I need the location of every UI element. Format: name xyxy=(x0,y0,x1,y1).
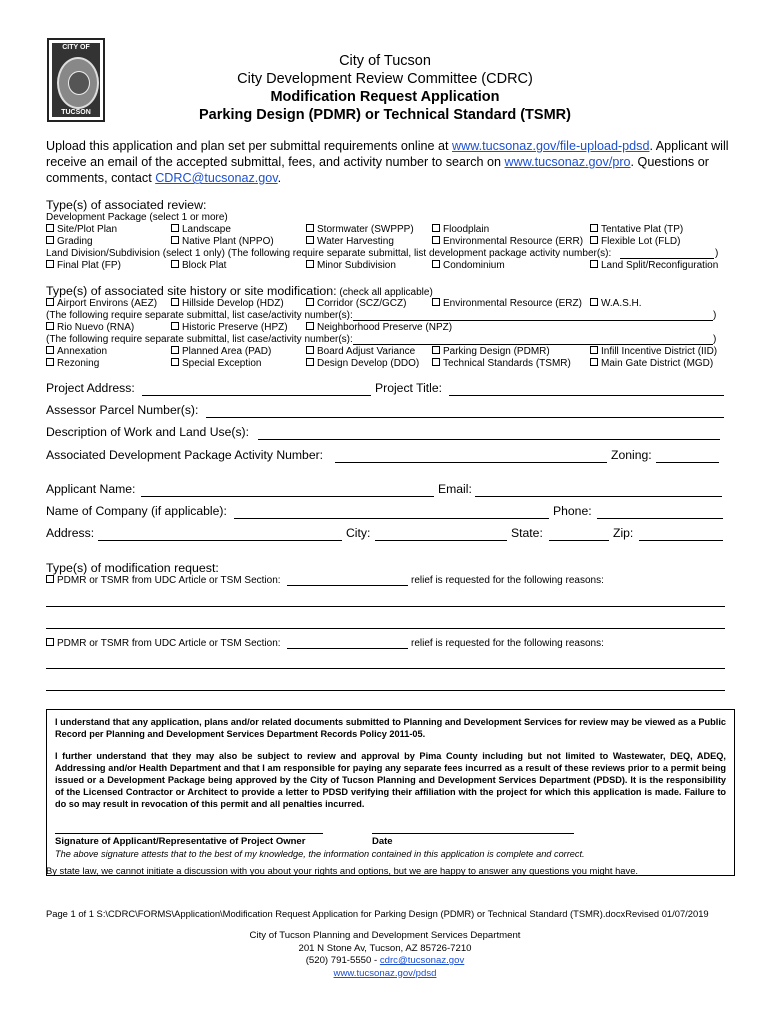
footer-address: 201 N Stone Av, Tucson, AZ 85726-7210 xyxy=(298,942,472,954)
review-heading: Type(s) of associated review: xyxy=(46,198,207,212)
udc-section-input-2[interactable] xyxy=(287,648,408,649)
project-title-label: Project Title: xyxy=(375,381,443,395)
city-input[interactable] xyxy=(375,540,507,541)
checkbox-icon[interactable] xyxy=(590,236,598,244)
logo-text-top: CITY OF xyxy=(62,44,90,51)
checkbox-rezoning[interactable]: Rezoning xyxy=(46,358,99,369)
zoning-label: Zoning: xyxy=(611,448,652,462)
reason-line-1b[interactable] xyxy=(46,628,725,629)
footer-phone-line xyxy=(0,955,770,968)
checkbox-parking-design[interactable]: Parking Design (PDMR) xyxy=(432,346,550,357)
intro-text-4: . xyxy=(277,171,282,185)
acknowledgement-pima-county: I further understand that they may also be subject to review and approval by Pima County including but not limited to Wastewater, DEQ, ADEQ, Addressing and/or Health Department and that I am responsible for paying any separate fees incurred as a result of these reviews prior to a permit being issued or a Development Package being approved by the City of Tucson Planning and Development Services Department (PDSD). It is the responsibility of the Licensed Contractor or Architect to provide a letter to PDSD verifying their affiliation with the project for which this application is made. Failure to do so may result in revocation of this permit and all penalties incurred. xyxy=(55,751,726,809)
checkbox-icon[interactable] xyxy=(46,260,54,268)
city-seal-icon xyxy=(57,57,99,109)
checkbox-modification-1[interactable]: PDMR or TSMR from UDC Article or TSM Section: xyxy=(46,575,281,586)
address-input[interactable] xyxy=(98,540,342,541)
form-header xyxy=(140,52,630,124)
address-label: Address: xyxy=(46,526,95,540)
checkbox-icon[interactable] xyxy=(306,298,314,306)
checkbox-icon[interactable] xyxy=(306,322,314,330)
checkbox-design-develop[interactable]: Design Develop (DDO) xyxy=(306,358,419,369)
date-label: Date xyxy=(372,836,393,847)
case-number-field-2[interactable] xyxy=(353,344,713,345)
footer-email-link[interactable]: cdrc@tucsonaz.gov xyxy=(379,955,465,966)
pro-link[interactable]: www.tucsonaz.gov/pro xyxy=(504,155,631,169)
separate-submittal-note-1: (The following require separate submittal, list case/activity number(s): xyxy=(46,310,353,321)
checkbox-annexation[interactable]: Annexation xyxy=(46,346,107,357)
checkbox-icon[interactable] xyxy=(590,298,598,306)
udc-section-input-1[interactable] xyxy=(287,585,408,586)
checkbox-icon[interactable] xyxy=(432,260,440,268)
checkbox-infill[interactable]: Infill Incentive District (IID) xyxy=(590,346,717,357)
checkbox-icon[interactable] xyxy=(46,298,54,306)
project-title-input[interactable] xyxy=(449,395,724,396)
checkbox-icon[interactable] xyxy=(590,358,598,366)
city-of-tucson-logo xyxy=(47,38,105,122)
checkbox-native-plant[interactable]: Native Plant (NPPO) xyxy=(171,236,274,247)
checkbox-water-harvesting[interactable]: Water Harvesting xyxy=(306,236,394,247)
state-input[interactable] xyxy=(549,540,609,541)
checkbox-icon[interactable] xyxy=(171,358,179,366)
signature-attestation: The above signature attests that to the best of my knowledge, the information contained in this application is complete and correct. xyxy=(55,849,585,859)
checkbox-icon[interactable] xyxy=(46,346,54,354)
checkbox-stormwater[interactable]: Stormwater (SWPPP) xyxy=(306,224,414,235)
checkbox-hillside[interactable]: Hillside Develop (HDZ) xyxy=(171,298,284,309)
page-info: Page 1 of 1 S:\CDRC\FORMS\Application\Modification Request Application for Parking Design (PDMR) or Technical Standard (TSMR).docxRevised 01/07/2019 xyxy=(46,908,709,919)
history-heading: Type(s) of associated site history or site modification: (check all applicable) xyxy=(46,284,433,298)
checkbox-final-plat[interactable]: Final Plat (FP) xyxy=(46,260,121,271)
checkbox-condominium[interactable]: Condominium xyxy=(432,260,505,271)
land-division-label: Land Division/Subdivision (select 1 only) (The following require separate submittal, list development package activity number(s): xyxy=(46,248,612,259)
checkbox-icon[interactable] xyxy=(171,236,179,244)
checkbox-icon[interactable] xyxy=(171,322,179,330)
assessor-parcel-label: Assessor Parcel Number(s): xyxy=(46,403,199,417)
checkbox-icon[interactable] xyxy=(306,358,314,366)
checkbox-icon[interactable] xyxy=(432,298,440,306)
checkbox-icon[interactable] xyxy=(46,358,54,366)
checkbox-planned-area[interactable]: Planned Area (PAD) xyxy=(171,346,271,357)
acknowledgement-public-record: I understand that any application, plans and/or related documents submitted to Planning and Development Services for review may be viewed as a Public Record per Planning and Development Services Department Records Policy 2011-05. xyxy=(55,717,726,739)
checkbox-icon[interactable] xyxy=(46,638,54,646)
header-city: City of Tucson xyxy=(339,53,431,69)
footer-contact xyxy=(0,930,770,980)
checkbox-icon[interactable] xyxy=(306,346,314,354)
checkbox-modification-2[interactable]: PDMR or TSMR from UDC Article or TSM Section: xyxy=(46,638,281,649)
acknowledgement-box xyxy=(46,709,735,876)
checkbox-historic[interactable]: Historic Preserve (HPZ) xyxy=(171,322,288,333)
state-label: State: xyxy=(511,526,543,540)
checkbox-corridor[interactable]: Corridor (SCZ/GCZ) xyxy=(306,298,406,309)
checkbox-floodplain[interactable]: Floodplain xyxy=(432,224,489,235)
checkbox-site-plan[interactable]: Site/Plot Plan xyxy=(46,224,117,235)
header-committee: City Development Review Committee (CDRC) xyxy=(237,71,533,87)
intro-text-3: . Questions or comments, contact xyxy=(46,155,709,185)
intro-text-2: . Applicant will receive an email of the accepted submittal, fees, and activity number to search on xyxy=(46,139,729,169)
checkbox-flexible-lot[interactable]: Flexible Lot (FLD) xyxy=(590,236,680,247)
reason-line-2a[interactable] xyxy=(46,668,725,669)
date-input[interactable] xyxy=(372,833,574,834)
checkbox-grading[interactable]: Grading xyxy=(46,236,93,247)
checkbox-land-split[interactable]: Land Split/Reconfiguration xyxy=(590,260,718,271)
checkbox-icon[interactable] xyxy=(590,224,598,232)
checkbox-icon[interactable] xyxy=(46,236,54,244)
checkbox-landscape[interactable]: Landscape xyxy=(171,224,231,235)
checkbox-icon[interactable] xyxy=(306,236,314,244)
checkbox-minor-subdivision[interactable]: Minor Subdivision xyxy=(306,260,396,271)
state-law-notice: By state law, we cannot initiate a discussion with you about your rights and options, but we are happy to answer any questions you might have. xyxy=(46,865,639,876)
checkbox-env-resource-zone[interactable]: Environmental Resource (ERZ) xyxy=(432,298,582,309)
reason-line-2b[interactable] xyxy=(46,690,725,691)
project-address-input[interactable] xyxy=(142,395,371,396)
description-label: Description of Work and Land Use(s): xyxy=(46,425,249,439)
checkbox-technical-standards[interactable]: Technical Standards (TSMR) xyxy=(432,358,571,369)
checkbox-env-resource[interactable]: Environmental Resource (ERR) xyxy=(432,236,583,247)
checkbox-board-adjust[interactable]: Board Adjust Variance xyxy=(306,346,415,357)
company-label: Name of Company (if applicable): xyxy=(46,504,227,518)
zoning-input[interactable] xyxy=(656,462,719,463)
zip-input[interactable] xyxy=(639,540,723,541)
header-form-title: Modification Request Application xyxy=(270,89,500,105)
checkbox-icon[interactable] xyxy=(432,224,440,232)
signature-input[interactable] xyxy=(55,833,323,834)
upload-link[interactable]: www.tucsonaz.gov/file-upload-pdsd xyxy=(452,139,650,153)
footer-phone: (520) 791-5550 - xyxy=(305,955,380,966)
checkbox-icon[interactable] xyxy=(306,260,314,268)
description-input[interactable] xyxy=(258,439,720,440)
applicant-name-input[interactable] xyxy=(141,496,434,497)
checkbox-icon[interactable] xyxy=(171,346,179,354)
checkbox-icon[interactable] xyxy=(171,298,179,306)
land-division-close: ) xyxy=(715,248,719,259)
checkbox-icon[interactable] xyxy=(171,224,179,232)
cdrc-email-link[interactable]: CDRC@tucsonaz.gov xyxy=(155,171,278,185)
case-number-close-2: ) xyxy=(713,334,717,345)
intro-paragraph xyxy=(46,138,736,186)
phone-label: Phone: xyxy=(553,504,592,518)
email-input[interactable] xyxy=(475,496,722,497)
checkbox-icon[interactable] xyxy=(432,236,440,244)
project-address-label: Project Address: xyxy=(46,381,135,395)
zip-label: Zip: xyxy=(613,526,634,540)
checkbox-block-plat[interactable]: Block Plat xyxy=(171,260,226,271)
checkbox-icon[interactable] xyxy=(306,224,314,232)
relief-reason-label-2: relief is requested for the following reasons: xyxy=(411,638,604,649)
checkbox-special-exception[interactable]: Special Exception xyxy=(171,358,262,369)
checkbox-icon[interactable] xyxy=(171,260,179,268)
modification-heading: Type(s) of modification request: xyxy=(46,561,219,575)
checkbox-wash[interactable]: W.A.S.H. xyxy=(590,298,642,309)
checkbox-icon[interactable] xyxy=(432,346,440,354)
intro-text-1: Upload this application and plan set per submittal requirements online at xyxy=(46,139,453,153)
header-form-subtitle: Parking Design (PDMR) or Technical Standard (TSMR) xyxy=(199,107,571,123)
separate-submittal-note-2: (The following require separate submittal, list case/activity number(s): xyxy=(46,334,353,345)
phone-input[interactable] xyxy=(597,518,723,519)
case-number-close-1: ) xyxy=(713,310,717,321)
checkbox-icon[interactable] xyxy=(432,358,440,366)
checkbox-airport[interactable]: Airport Environs (AEZ) xyxy=(46,298,157,309)
signature-label: Signature of Applicant/Representative of Project Owner xyxy=(55,836,306,847)
logo-text-bottom: TUCSON xyxy=(61,109,91,116)
applicant-name-label: Applicant Name: xyxy=(46,482,136,496)
checkbox-icon[interactable] xyxy=(46,575,54,583)
company-input[interactable] xyxy=(234,518,549,519)
checkbox-neighborhood[interactable]: Neighborhood Preserve (NPZ) xyxy=(306,322,452,333)
city-label: City: xyxy=(346,526,371,540)
footer-department: City of Tucson Planning and Development Services Department xyxy=(249,930,521,941)
land-division-activity-field[interactable] xyxy=(620,258,714,259)
reason-line-1a[interactable] xyxy=(46,606,725,607)
checkbox-main-gate[interactable]: Main Gate District (MGD) xyxy=(590,358,713,369)
checkbox-icon[interactable] xyxy=(590,260,598,268)
relief-reason-label-1: relief is requested for the following reasons: xyxy=(411,575,604,586)
case-number-field-1[interactable] xyxy=(353,320,713,321)
checkbox-icon[interactable] xyxy=(590,346,598,354)
checkbox-icon[interactable] xyxy=(46,224,54,232)
assoc-dev-pkg-label: Associated Development Package Activity Number: xyxy=(46,448,324,462)
checkbox-tentative-plat[interactable]: Tentative Plat (TP) xyxy=(590,224,683,235)
footer-website-link[interactable]: www.tucsonaz.gov/pdsd xyxy=(333,967,437,979)
assoc-dev-pkg-input[interactable] xyxy=(335,462,607,463)
checkbox-icon[interactable] xyxy=(46,322,54,330)
assessor-parcel-input[interactable] xyxy=(206,417,724,418)
checkbox-rio-nuevo[interactable]: Rio Nuevo (RNA) xyxy=(46,322,134,333)
dev-package-label: Development Package (select 1 or more) xyxy=(46,212,228,223)
history-heading-note: (check all applicable) xyxy=(336,287,433,298)
email-label: Email: xyxy=(438,482,472,496)
